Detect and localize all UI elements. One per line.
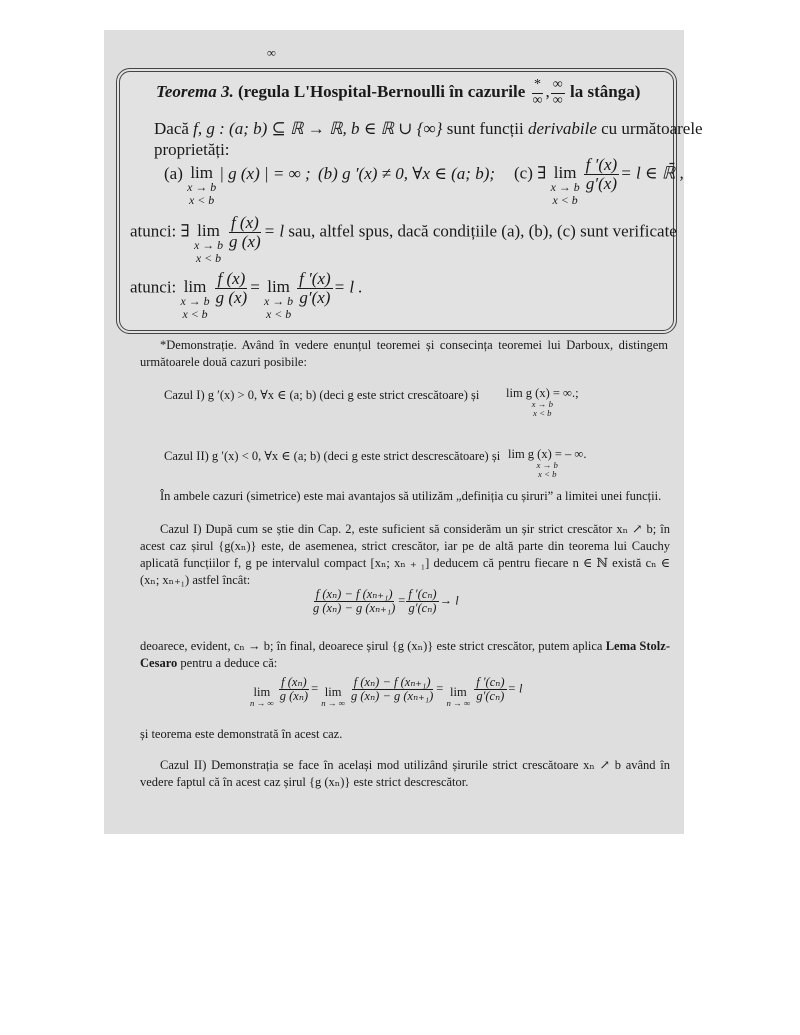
paragraph-cazI: Cazul I) După cum se știe din Cap. 2, este suficient să considerăm un șir strict crescător xₙ ↗ b; în acest caz șirul {g(xₙ)} este, de asemenea, strict crescător, iar pe de altă parte din teorema lui Cauchy aplicată funcțiilor f, g pe intervalul compact [xₙ; xₙ ₊ ₁] deducem că pentru fiecare n ∈ ℕ există cₙ ∈ (xₙ; xₙ₊₁) astfel încât: [140, 522, 670, 587]
fraction-star-inf: $\frac{*}{\infty}$ [532, 77, 543, 108]
condition-a: (a) lim x → b x < b | g (x) | = ∞ ; [164, 163, 311, 208]
theorem-line1: Dacă f, g : (a; b) ⊆ ℝ → ℝ, b ∈ ℝ ∪ {∞} sunt funcții derivabile cu următoarele [154, 119, 703, 138]
case1-limit: lim g (x) = ∞.; x → b x < b [506, 386, 579, 419]
theorem-line2: proprietăți: [154, 140, 230, 159]
paragraph-si: și teorema este demonstrată în acest caz. [140, 727, 343, 741]
conclusion-line1: atunci: ∃ lim x → b x < b $\frac{f (x)}{g (x)}$ = l sau, altfel spus, dacă condițiile (a), (b), (c) sunt verificate [130, 213, 677, 266]
theorem-title: Teorema 3. (regula L'Hospital-Bernoulli în cazurile $\frac{*}{\infty}$ , $\frac{\infty}{\infty}$ la stânga) [156, 77, 641, 108]
case2-line: Cazul II) g ′(x) < 0, ∀x ∈ (a; b) (deci g este strict descrescătoare) și [164, 449, 501, 463]
paragraph-deoarece: deoarece, evident, cₙ → b; în final, deoarece șirul {g (xₙ)} este strict crescător, putem aplica Lema Stolz-Cesaro pentru a deduce că: [140, 639, 670, 670]
case2-limit: lim g (x) = – ∞. x → b x < b [508, 447, 587, 480]
formula-cauchy: $\frac{\text{f (xₙ) − f (xₙ₊₁)}}{\text{g (xₙ) − g (xₙ₊₁)}}$ = $\frac{\text{f ′(cₙ)}}{\text{g′(cₙ)}}$ → l [313, 587, 459, 616]
conclusion-line2: atunci: lim x → b x < b $\frac{f (x)}{g (x)}$ = lim x → b x < b $\frac{f '(x)}{g'(x)}$ = l . [130, 269, 363, 322]
fraction-inf-inf: $\frac{\infty}{\infty}$ [552, 77, 563, 108]
demo-intro: *Demonstrație. Având în vedere enunțul teoremei și consecința teoremei lui Darboux, distingem următoarele două cazuri posibile: [140, 338, 668, 369]
paragraph-ambele: În ambele cazuri (simetrice) este mai avantajos să utilizăm „definiția cu șiruri” a limitei unei funcții. [160, 489, 662, 503]
top-fragment: ∞ [267, 46, 276, 60]
condition-b: (b) g ′(x) ≠ 0, ∀x ∈ (a; b); [318, 164, 496, 183]
condition-c: (c) ∃ lim x → b x < b $\frac{f '(x)}{g'(x)}$ = l ∈ ℝ̄ , [514, 155, 684, 208]
scanned-page [104, 30, 703, 834]
theorem-box [116, 68, 703, 334]
formula-stolz: lim n → ∞ $\frac{\text{f (xₙ)}}{\text{g (xₙ)}}$ = lim n → ∞ $\frac{\text{f (xₙ) − f (xₙ₊₁)}}{\text{g (xₙ) − g (xₙ₊₁)}}$ = lim n → ∞ $\frac{\text{f ′(cₙ)}}{\text{g′(cₙ)}}$ = l [250, 675, 523, 708]
paragraph-cazII: Cazul II) Demonstrația se face în același mod utilizând șirurile strict crescătoare xₙ ↗ b având în vedere faptul că în acest caz șirul {g (xₙ)} este strict descrescător. [140, 758, 670, 789]
case1-line: Cazul I) g ′(x) > 0, ∀x ∈ (a; b) (deci g este strict crescătoare) și [164, 388, 480, 402]
